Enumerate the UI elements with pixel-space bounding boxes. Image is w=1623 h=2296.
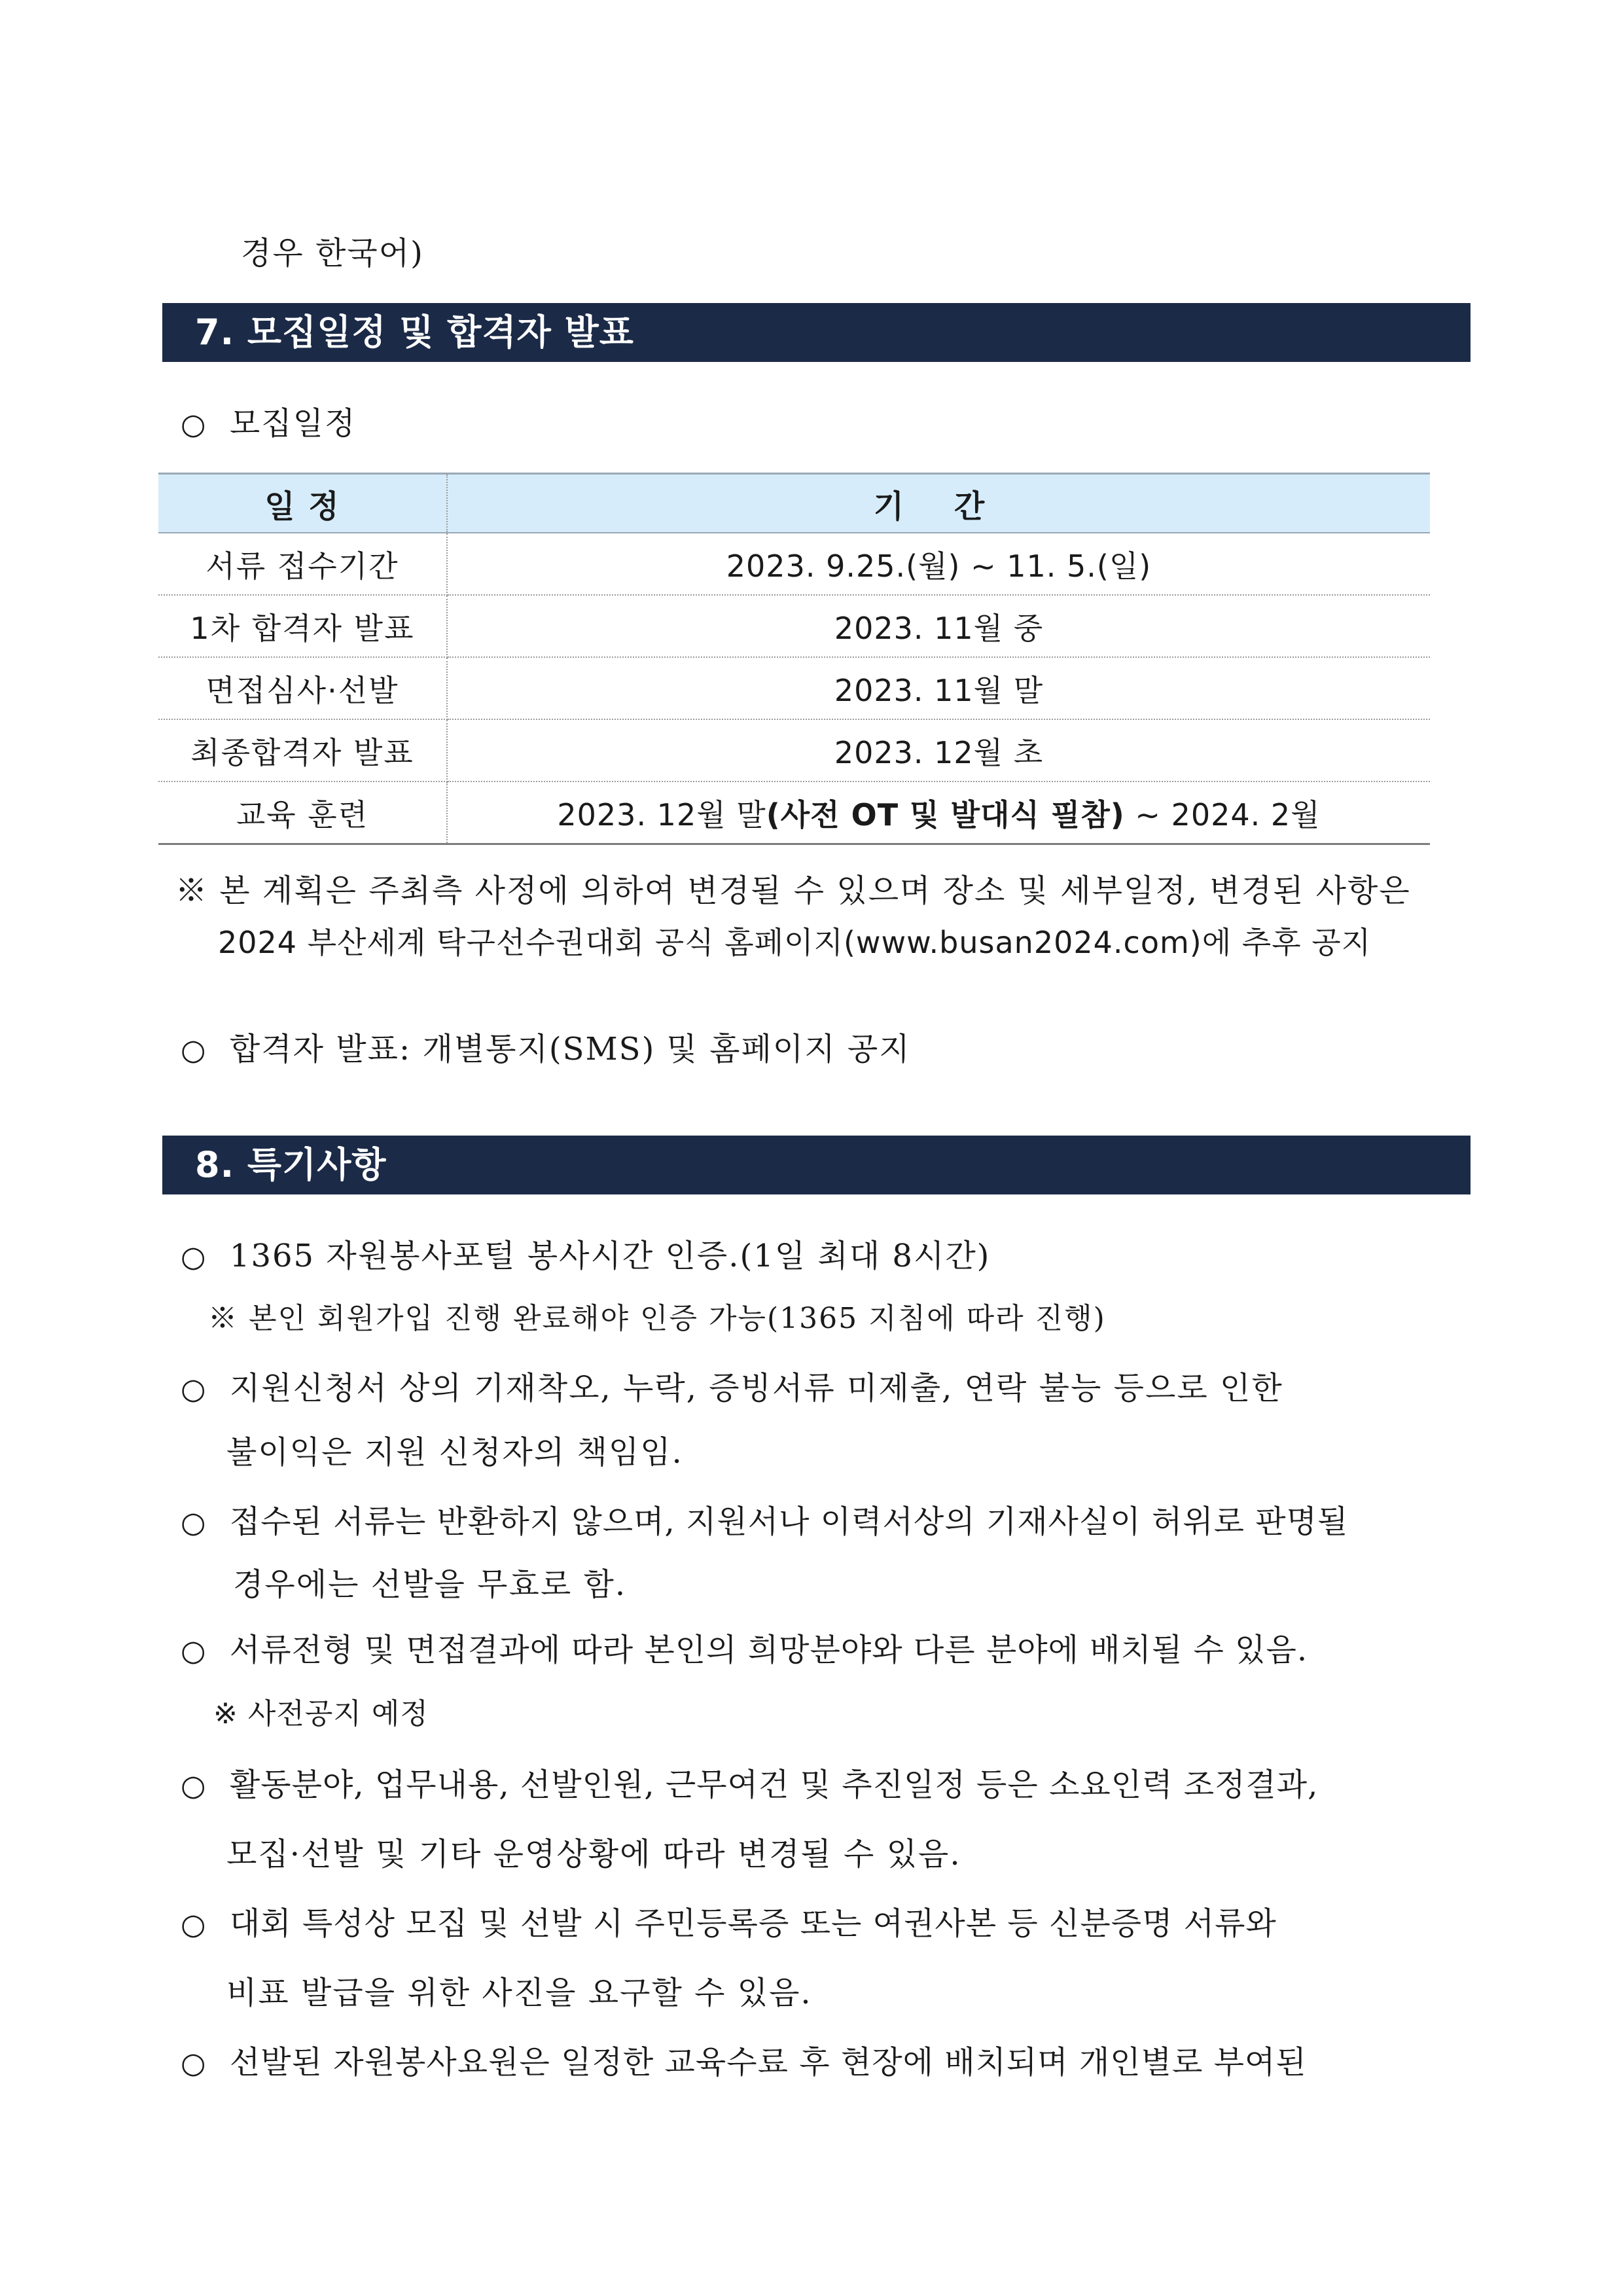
table-header-row (158, 474, 1430, 533)
announcement-text: 합격자 발표: 개별통지(SMS) 및 홈페이지 공지 (229, 1031, 911, 1067)
section-7-title: 7. 모집일정 및 합격자 발표 (195, 312, 634, 353)
announcement-line (181, 1024, 911, 1069)
list-item-text: 1365 자원봉사포털 봉사시간 인증.(1일 최대 8시간) (229, 1238, 991, 1274)
list-item-text: 활동분야, 업무내용, 선발인원, 근무여건 및 추진일정 등은 소요인력 조정결과, (229, 1767, 1319, 1803)
row-period: 2023. 9.25.(월) ~ 11. 5.(일) (447, 533, 1430, 595)
bullet-circle: ○ (181, 1769, 207, 1803)
row-item: 면접심사·선발 (158, 657, 447, 719)
schedule-label: 모집일정 (229, 405, 357, 442)
list-item-text: 선발된 자원봉사요원은 일정한 교육수료 후 현장에 배치되며 개인별로 부여된 (229, 2044, 1307, 2081)
table-row (158, 657, 1430, 719)
list-note: ※ 사전공지 예정 (213, 1697, 429, 1731)
list-item-text: 대회 특성상 모집 및 선발 시 주민등록증 또는 여권사본 등 신분증명 서류와 (229, 1905, 1277, 1942)
row-item: 1차 합격자 발표 (158, 595, 447, 657)
bullet-circle: ○ (181, 1506, 207, 1539)
bullet-circle: ○ (181, 408, 207, 441)
section-8-title: 8. 특기사항 (195, 1144, 387, 1185)
period-bold: (사전 OT 및 발대식 필참) (766, 797, 1125, 833)
list-item (181, 1230, 990, 1276)
row-period (447, 781, 1430, 844)
list-note: ※ 본인 회원가입 진행 완료해야 인증 가능(1365 지침에 따라 진행) (208, 1302, 1106, 1335)
bullet-circle: ○ (181, 1908, 207, 1941)
section-7-header (162, 303, 1471, 362)
period-pre: 2023. 12월 말 (557, 797, 766, 833)
period-post: ~ 2024. 2월 (1124, 797, 1321, 833)
list-item-continuation: 불이익은 지원 신청자의 책임임. (226, 1434, 683, 1471)
list-item (181, 1496, 1348, 1541)
bullet-circle: ○ (181, 2047, 207, 2080)
bullet-circle: ○ (181, 1372, 207, 1406)
header-item: 일 정 (158, 474, 447, 533)
row-item: 최종합격자 발표 (158, 719, 447, 781)
list-item (181, 1363, 1283, 1408)
continuation-text: 경우 한국어) (241, 235, 424, 272)
row-item: 교육 훈련 (158, 781, 447, 844)
list-item-continuation: 모집·선발 및 기타 운영상황에 따라 변경될 수 있음. (226, 1836, 961, 1873)
list-item-text: 접수된 서류는 반환하지 않으며, 지원서나 이력서상의 기재사실이 허위로 판명될 (229, 1503, 1349, 1540)
row-period: 2023. 12월 초 (447, 719, 1430, 781)
list-item (181, 1624, 1308, 1670)
table-row (158, 533, 1430, 595)
list-item-continuation: 비표 발급을 위한 사진을 요구할 수 있음. (226, 1975, 812, 2011)
schedule-note-line-1: ※ 본 계획은 주최측 사정에 의하여 변경될 수 있으며 장소 및 세부일정, 변경된 사항은 (175, 872, 1411, 909)
list-item (181, 1759, 1318, 1804)
list-item-text: 서류전형 및 면접결과에 따라 본인의 희망분야와 다른 분야에 배치될 수 있음. (229, 1632, 1308, 1668)
list-item-text: 지원신청서 상의 기재착오, 누락, 증빙서류 미제출, 연락 불능 등으로 인한 (229, 1370, 1283, 1407)
table-row (158, 719, 1430, 781)
table-row (158, 595, 1430, 657)
schedule-table (158, 473, 1430, 845)
bullet-circle: ○ (181, 1240, 207, 1274)
row-period: 2023. 11월 말 (447, 657, 1430, 719)
bullet-circle: ○ (181, 1634, 207, 1668)
row-item: 서류 접수기간 (158, 533, 447, 595)
list-item-continuation: 경우에는 선발을 무효로 함. (233, 1566, 627, 1603)
bullet-circle: ○ (181, 1033, 207, 1067)
list-item (181, 1898, 1277, 1943)
list-item (181, 2037, 1307, 2082)
header-period: 기 간 (447, 474, 1430, 533)
schedule-label-line (181, 398, 356, 443)
section-8-header (162, 1136, 1471, 1194)
schedule-note-line-2: 2024 부산세계 탁구선수권대회 공식 홈페이지(www.busan2024.com)에 추후 공지 (218, 925, 1372, 960)
row-period: 2023. 11월 중 (447, 595, 1430, 657)
table-row (158, 781, 1430, 844)
